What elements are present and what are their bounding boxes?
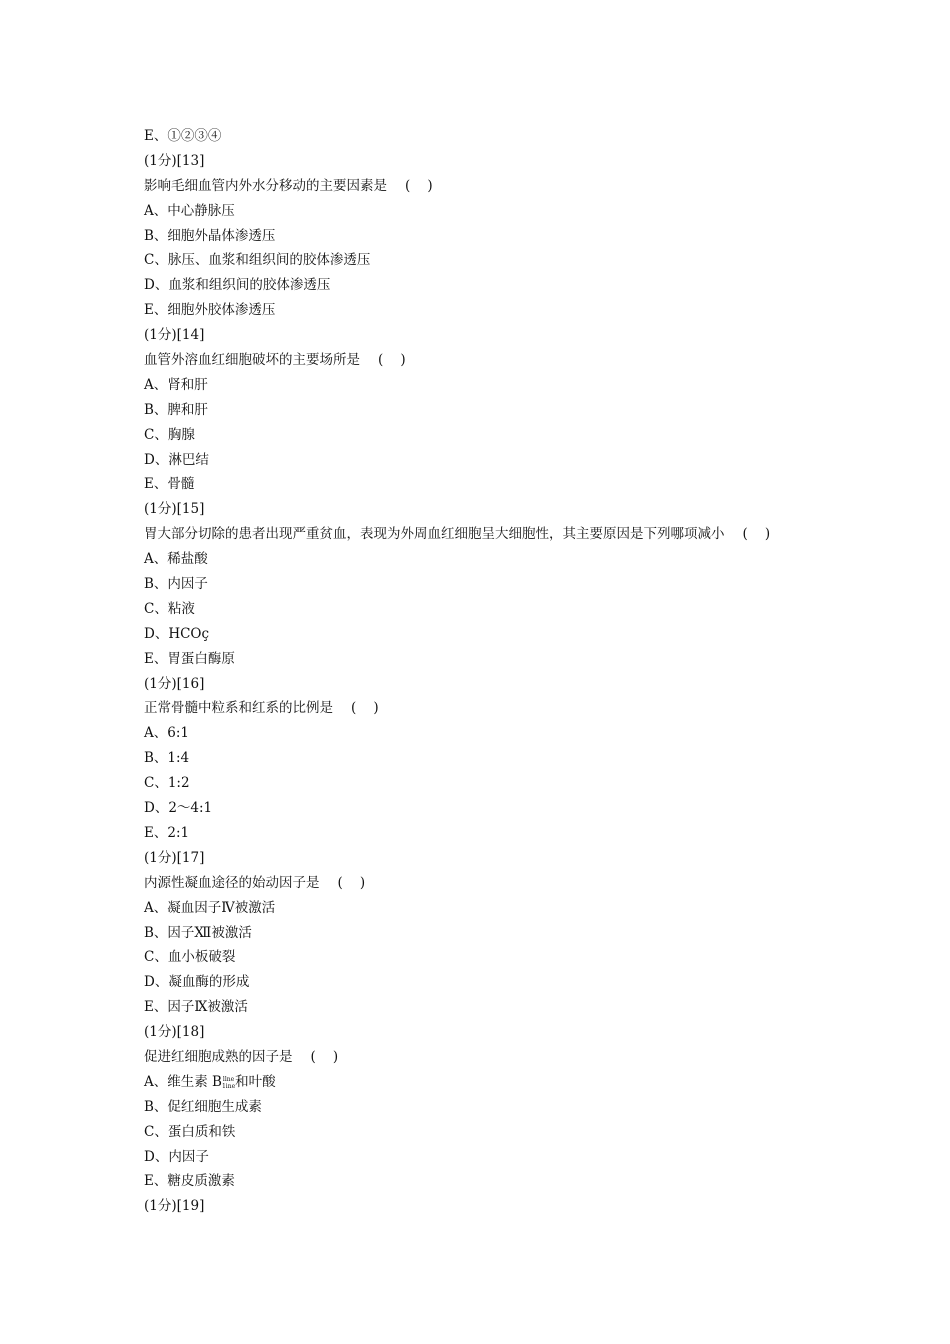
answer-option: E、因子Ⅸ被激活 <box>144 999 248 1016</box>
answer-option <box>144 1070 844 1095</box>
question-stem <box>144 348 844 373</box>
answer-option: B、细胞外晶体渗透压 <box>144 227 276 244</box>
answer-blank: ( ) <box>337 874 366 891</box>
answer-option: C、蛋白质和铁 <box>144 1123 236 1140</box>
question-stem <box>144 696 844 721</box>
answer-option: E、①②③④ <box>144 128 222 144</box>
answer-option: E、2:1 <box>144 824 190 841</box>
answer-option: E、糖皮质激素 <box>144 1173 235 1190</box>
answer-option: E、胃蛋白酶原 <box>144 650 235 667</box>
answer-option: A、肾和肝 <box>144 376 208 393</box>
answer-blank: ( ) <box>378 352 406 369</box>
question-score-header: (1分)[16] <box>144 675 205 692</box>
answer-blank: ( ) <box>405 177 433 194</box>
question-score-header: (1分)[17] <box>144 849 205 866</box>
answer-option: D、HCOç <box>144 625 210 642</box>
answer-option: B、脾和肝 <box>144 401 208 418</box>
question-text: 影响毛细血管内外水分移动的主要因素是 <box>144 177 387 194</box>
answer-blank: ( ) <box>351 700 379 717</box>
answer-option: B、因子Ⅻ被激活 <box>144 924 252 941</box>
question-score-header: (1分)[19] <box>144 1198 205 1215</box>
answer-option: D、内因子 <box>144 1148 209 1165</box>
answer-blank: ( ) <box>310 1048 339 1065</box>
question-stem <box>144 522 844 547</box>
subscript-bottom: 1ine <box>221 1082 236 1090</box>
question-text: 胃大部分切除的患者出现严重贫血，表现为外周血红细胞呈大细胞性，其主要原因是下列哪项减小 <box>144 526 725 543</box>
answer-option: D、2～4:1 <box>144 800 213 817</box>
answer-option: C、血小板破裂 <box>144 949 236 966</box>
answer-option: A、6:1 <box>144 725 189 742</box>
answer-option: B、促红细胞生成素 <box>144 1098 262 1115</box>
question-stem <box>144 174 844 199</box>
question-score-header: (1分)[18] <box>144 1024 205 1041</box>
answer-option: A、中心静脉压 <box>144 202 235 219</box>
answer-option: D、凝血酶的形成 <box>144 974 250 991</box>
answer-option: A、稀盐酸 <box>144 551 208 568</box>
question-score-header: (1分)[13] <box>144 152 205 169</box>
question-text: 内源性凝血途径的始动因子是 <box>144 874 320 891</box>
answer-option: D、淋巴结 <box>144 451 209 468</box>
question-document <box>144 124 844 1219</box>
answer-option: D、血浆和组织间的胶体渗透压 <box>144 277 331 294</box>
answer-option: C、1:2 <box>144 775 190 792</box>
subscript-stack <box>222 1076 235 1090</box>
answer-option: A、凝血因子Ⅳ被激活 <box>144 899 276 916</box>
answer-option: B、1:4 <box>144 750 190 767</box>
answer-option: C、胸腺 <box>144 426 195 443</box>
subscript-top: llne <box>222 1075 235 1083</box>
answer-option: B、内因子 <box>144 576 208 593</box>
question-text: 正常骨髓中粒系和红系的比例是 <box>144 700 333 717</box>
option-suffix: 和叶酸 <box>235 1073 276 1090</box>
question-stem <box>144 1045 844 1070</box>
question-stem <box>144 871 844 896</box>
answer-option: E、细胞外胶体渗透压 <box>144 302 276 319</box>
answer-option: C、脉压、血浆和组织间的胶体渗透压 <box>144 252 371 269</box>
option-prefix: A、维生素 B <box>144 1073 222 1090</box>
question-text: 促进红细胞成熟的因子是 <box>144 1048 293 1065</box>
question-score-header: (1分)[14] <box>144 327 205 344</box>
answer-option: C、粘液 <box>144 600 195 617</box>
question-text: 血管外溶血红细胞破坏的主要场所是 <box>144 352 360 369</box>
answer-blank: ( ) <box>742 526 771 543</box>
answer-option: E、骨髓 <box>144 476 195 493</box>
question-score-header: (1分)[15] <box>144 501 205 518</box>
